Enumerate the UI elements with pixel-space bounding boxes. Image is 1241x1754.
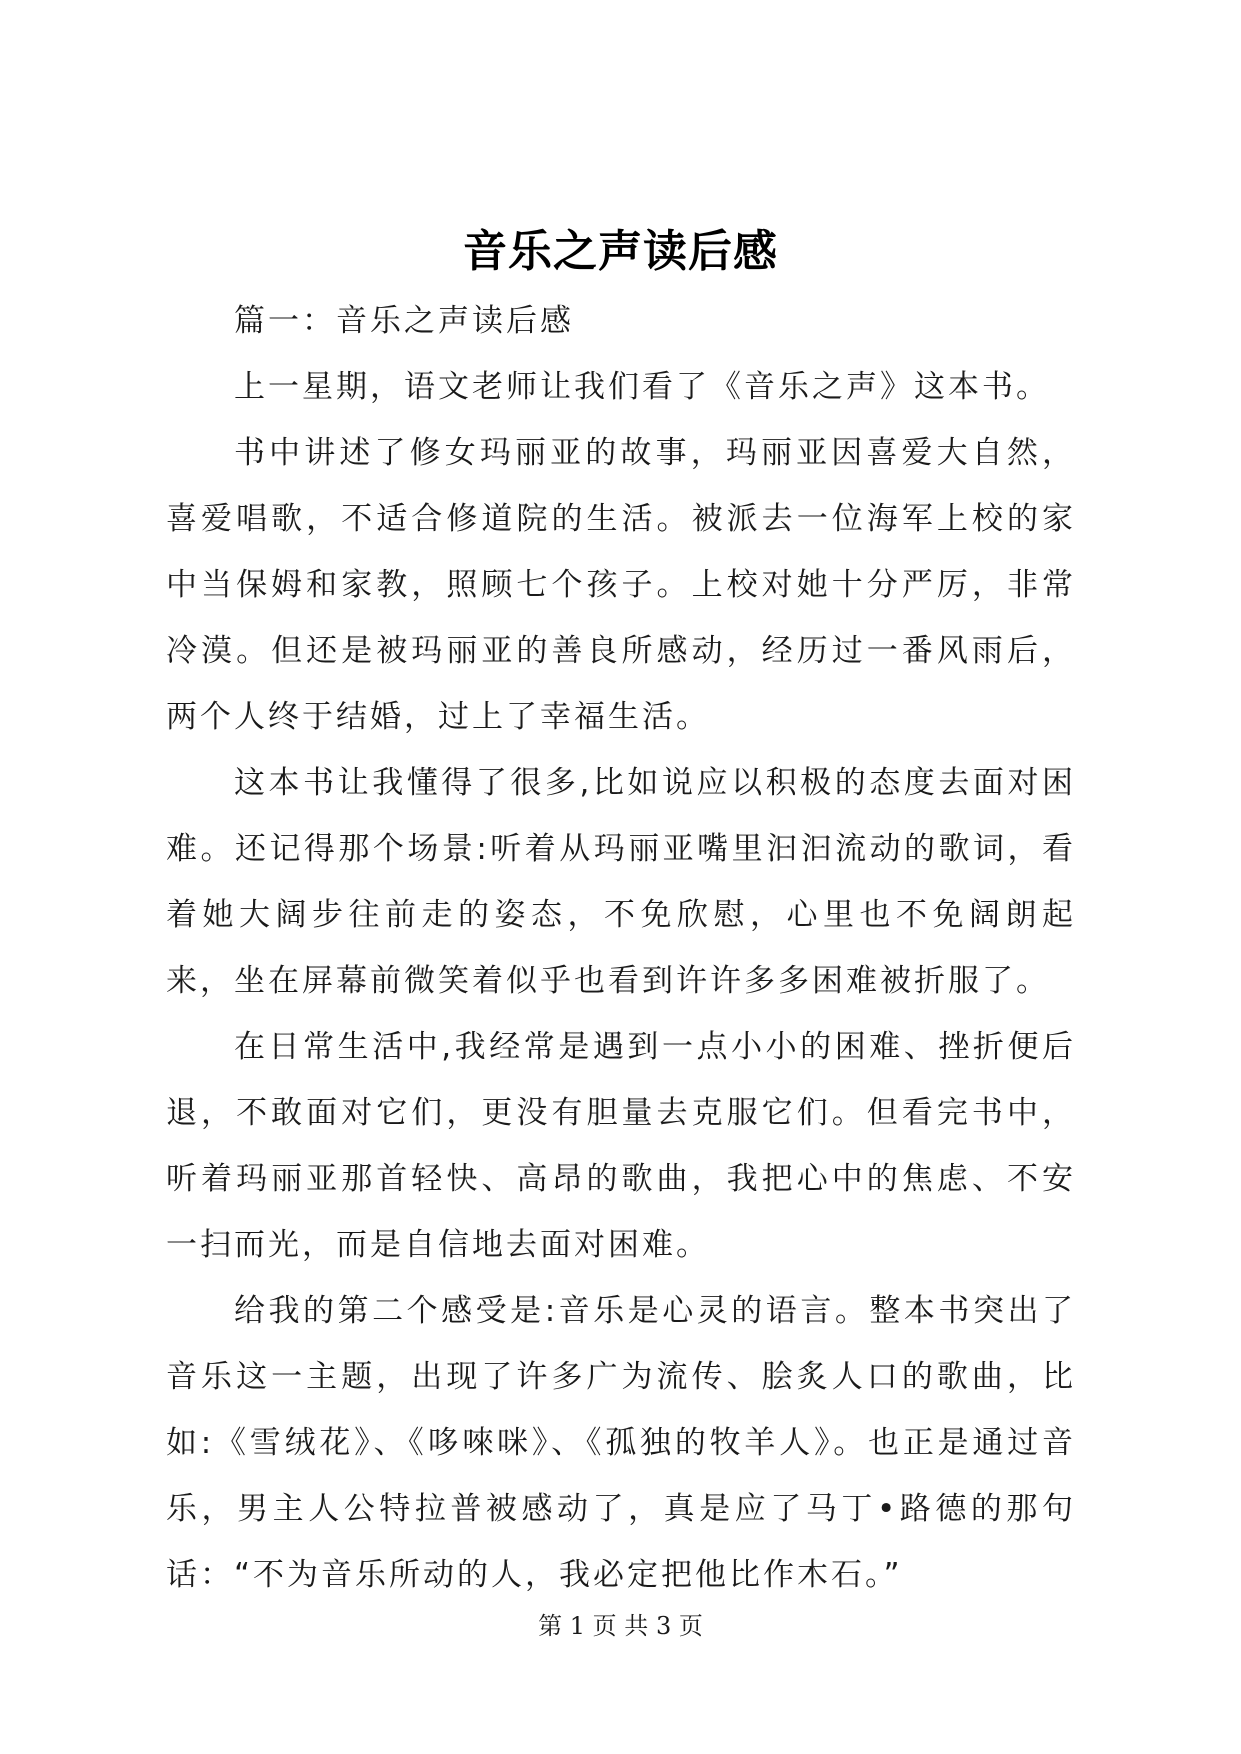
document-title: 音乐之声读后感 bbox=[463, 226, 778, 277]
paragraph: 在日常生活中,我经常是遇到一点小小的困难、挫折便后退，不敢面对它们，更没有胆量去克服它们。但看完书中，听着玛丽亚那首轻快、高昂的歌曲，我把心中的焦虑、不安一扫而光，而是自信地去面对困难。 bbox=[166, 1029, 1076, 1263]
paragraph: 上一星期，语文老师让我们看了《音乐之声》这本书。 bbox=[234, 369, 1050, 405]
page-number-footer: 第 1 页 共 3 页 bbox=[538, 1612, 703, 1640]
paragraph-section-heading: 篇一：音乐之声读后感 bbox=[234, 303, 574, 339]
paragraph: 书中讲述了修女玛丽亚的故事，玛丽亚因喜爱大自然，喜爱唱歌，不适合修道院的生活。被派去一位海军上校的家中当保姆和家教，照顾七个孩子。上校对她十分严厉，非常冷漠。但还是被玛丽亚的善良所感动，经历过一番风雨后，两个人终于结婚，过上了幸福生活。 bbox=[166, 435, 1076, 735]
document-body bbox=[166, 288, 1076, 1608]
paragraph: 这本书让我懂得了很多,比如说应以积极的态度去面对困难。还记得那个场景:听着从玛丽亚嘴里汩汩流动的歌词，看着她大阔步往前走的姿态，不免欣慰，心里也不免阔朗起来，坐在屏幕前微笑着似乎也看到许许多多困难被折服了。 bbox=[166, 765, 1076, 999]
paragraph: 给我的第二个感受是:音乐是心灵的语言。整本书突出了音乐这一主题，出现了许多广为流传、脍炙人口的歌曲，比如:《雪绒花》、《哆唻咪》、《孤独的牧羊人》。也正是通过音乐，男主人公特拉普被感动了，真是应了马丁•路德的那句话：“不为音乐所动的人，我必定把他比作木石。” bbox=[166, 1293, 1076, 1593]
